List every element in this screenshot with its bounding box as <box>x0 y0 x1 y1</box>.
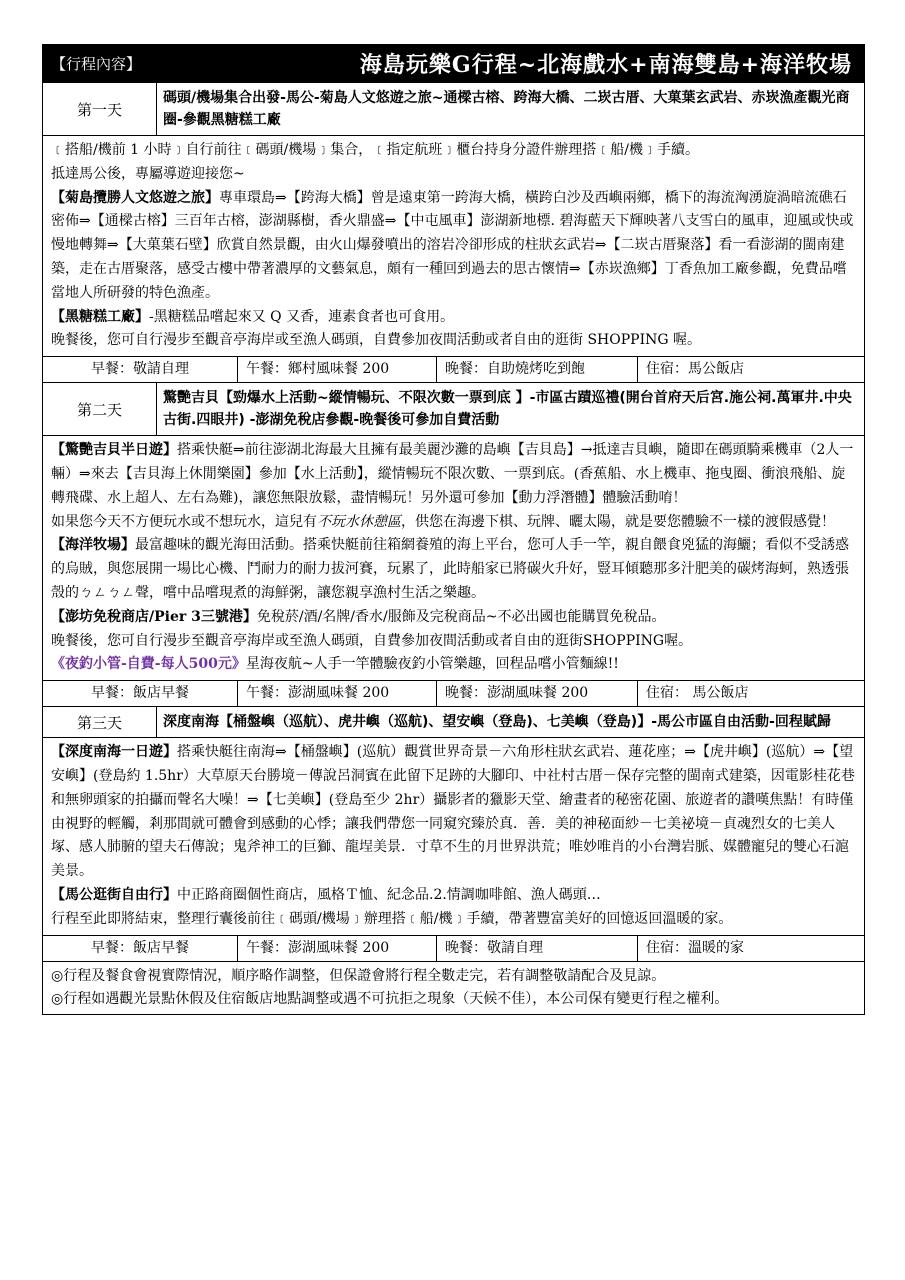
optional-activity: 《夜釣小管-自費-每人500元》 <box>51 656 246 673</box>
itinerary-document <box>42 44 864 1015</box>
section-heading: 【菊島攬勝人文悠遊之旅】 <box>51 189 219 206</box>
lunch-cell: 午餐：澎湖風味餐 200 <box>238 681 437 707</box>
description-text: 搭乘快艇⇒前往澎湖北海最大且擁有最美麗沙灘的島嶼【吉貝島】→抵達吉貝嶼，隨即在碼頭騎乘機車（2人一輛）⇒來去【吉貝海上休閒樂園】參加【水上活動】，縱情暢玩不限次數、一票到底。(香蕉船、水上機車、拖曳圈、衝浪飛船、旋轉飛碟、水上超人、左右為難)，讓您無限放鬆，盡情暢玩！另外還可參加【動力浮潛體】體驗活動唷！ <box>51 442 854 506</box>
description-text: -黑糖糕品嚐起來又 Q 又香，連素食者也可食用。 <box>149 308 455 325</box>
day-header-row <box>43 383 865 436</box>
description-text: 晚餐後，您可自行漫步至觀音亭海岸或至漁人碼頭，自費參加夜間活動或者自由的逛街SHOPPING喔。 <box>51 632 693 649</box>
description-text: 免稅菸/酒/名牌/香水/服飾及完稅商品~不必出國也能購買免稅品。 <box>256 608 666 625</box>
dinner-cell: 晚餐：自助燒烤吃到飽 <box>437 357 638 383</box>
header-label: 【行程內容】 <box>51 55 142 73</box>
description-text: ﹝搭船/機前 1 小時﹞自行前往﹝碼頭/機場﹞集合，﹝指定航班﹞櫃台持身分證件辦理搭﹝船/機﹞手續。 <box>51 142 699 158</box>
meals-row <box>43 935 865 961</box>
hotel-cell: 住宿： 馬公飯店 <box>638 681 865 707</box>
itinerary-table <box>42 44 865 1015</box>
day-description <box>43 436 865 681</box>
meals-row <box>43 357 865 383</box>
dinner-cell: 晚餐：敬請自理 <box>437 935 638 961</box>
description-text: 行程至此即將結束，整理行囊後前往﹝碼頭/機場﹞辦理搭﹝船/機﹞手續，帶著豐富美好的回憶返回溫暖的家。 <box>51 910 733 927</box>
day-description <box>43 136 865 357</box>
day-header-row <box>43 707 865 738</box>
lunch-cell: 午餐：澎湖風味餐 200 <box>238 935 437 961</box>
day-title: 碼頭/機場集合出發-馬公-菊島人文悠遊之旅~通樑古榕、跨海大橋、二崁古厝、大菓葉玄武岩、赤崁漁產觀光商圈-參觀黑糖糕工廠 <box>157 83 865 136</box>
day-title: 深度南海【桶盤嶼（巡航）、虎井嶼（巡航)、望安嶼（登島)、七美嶼（登島)】-馬公市區自由活動-回程賦歸 <box>157 707 865 738</box>
description-text: 最富趣味的觀光海田活動。搭乘快艇前往箱網養殖的海上平台，您可人手一竿，親自餵食兇猛的海鱺；看似不受誘惑的烏賊，與您展開一場比心機、鬥耐力的耐力拔河賽，玩累了，此時船家已將碳火升好，豎耳傾聽那多汁肥美的碳烤海蚵，熟透張殼的ㄅㄥㄅㄥ聲，嚐中品嚐現煮的海鮮粥，讓您親享漁村生活之樂趣。 <box>51 537 849 601</box>
description-text: 專車環島⇒【跨海大橋】曾是遠東第一跨海大橋，橫跨白沙及西嶼兩鄉，橋下的海流洶湧旋渦暗流礁石密佈⇒【通樑古榕】三百年古榕，澎湖縣樹，香火鼎盛⇒【中屯風車】澎湖新地標. 碧海藍天下輝映著八支雪白的風車，迎風或快或慢地轉舞⇒【大菓葉石壁】欣賞自然景觀，由火山爆發噴出的溶岩冷卻形成的柱狀玄武岩⇒【二崁古厝聚落】看一看澎湖的閩南建築，走在古厝聚落，感受古樓中帶著濃厚的文藝氣息，頗有一種回到過去的思古懷情⇒【赤崁漁鄉】丁香魚加工廠參觀，免費品嚐當地人所研發的特色漁產。 <box>51 189 854 301</box>
description-paragraph <box>51 606 856 630</box>
description-paragraph <box>51 653 856 677</box>
section-heading: 【黑糖糕工廠】 <box>51 308 149 325</box>
note-item: ◎行程如遇觀光景點休假及住宿飯店地點調整或遇不可抗拒之現象（天候不佳），本公司保有變更行程之權利。 <box>51 990 729 1007</box>
description-text: 如果您今天不方便玩水或不想玩水，這兒有 <box>51 513 317 530</box>
itinerary-title: 海島玩樂G行程~北海戲水+南海雙島+海洋牧場 <box>359 52 853 78</box>
day-body-row <box>43 136 865 357</box>
day-body-row <box>43 436 865 681</box>
description-paragraph <box>51 306 856 330</box>
section-heading: 【海洋牧場】 <box>51 537 135 554</box>
section-heading: 【馬公逛街自由行】 <box>51 886 177 903</box>
notes-section <box>43 961 865 1014</box>
days-container <box>43 83 865 962</box>
description-text: 不玩水休憩區 <box>317 513 401 530</box>
description-paragraph <box>51 908 856 932</box>
day-header-row <box>43 83 865 136</box>
day-label: 第一天 <box>43 83 157 136</box>
description-paragraph <box>51 163 856 187</box>
day-description <box>43 738 865 935</box>
day-body-row <box>43 738 865 935</box>
description-text: 抵達馬公後，專屬導遊迎接您~ <box>51 165 245 182</box>
breakfast-cell: 早餐：飯店早餐 <box>43 681 238 707</box>
description-text: 晚餐後，您可自行漫步至觀音亭海岸或至漁人碼頭，自費參加夜間活動或者自由的逛街 SHOPPING 喔。 <box>51 332 701 349</box>
description-text: ，供您在海邊下棋、玩牌、曬太陽，就是要您體驗不一樣的渡假感覺！ <box>401 513 835 530</box>
description-text: 搭乘快艇往南海⇒【桶盤嶼】(巡航）觀賞世界奇景－六角形柱狀玄武岩、蓮花座；⇒【虎井嶼】(巡航）⇒【望安嶼】(登島約 1.5hr）大草原天台勝境－傳說呂洞賓在此留下足跡的大腳印、中社村古厝－保存完整的閩南式建築，因電影桂花巷和無卵頭家的拍攝而聲名大噪！⇒【七美嶼】(登島至少 2hr）攝影者的獵影天堂、繪畫者的秘密花園、旅遊者的讚嘆焦點！有時僅由視野的輕觸，剎那間就可體會到感動的心悸；讓我們帶您一同窺究臻於真．善．美的神秘面紗－七美祕境－貞魂烈女的七美人塚、感人肺腑的望夫石傳說；鬼斧神工的巨獅、龍埕美景．寸草不生的月世界洪荒；唯妙唯肖的小台灣岩脈、媒體寵兒的雙心石滬美景。 <box>51 744 855 880</box>
dinner-cell: 晚餐：澎湖風味餐 200 <box>437 681 638 707</box>
hotel-cell: 住宿：溫暖的家 <box>638 935 865 961</box>
day-label: 第三天 <box>43 707 157 738</box>
lunch-cell: 午餐：鄉村風味餐 200 <box>238 357 437 383</box>
description-text: 星海夜航~人手一竿體驗夜釣小管樂趣，回程品嚐小管麵線!! <box>245 656 619 673</box>
description-paragraph <box>51 187 856 306</box>
section-heading: 【深度南海一日遊】 <box>51 744 177 761</box>
day-title: 驚艷吉貝【勁爆水上活動~縱情暢玩、不限次數一票到底 】-市區古蹟巡禮(開台首府天后宮.施公祠.萬軍井.中央古街.四眼井) -澎湖免稅店參觀-晚餐後可參加自費活動 <box>157 383 865 436</box>
description-paragraph <box>51 741 856 884</box>
description-paragraph <box>51 439 856 510</box>
meals-row <box>43 681 865 707</box>
breakfast-cell: 早餐：飯店早餐 <box>43 935 238 961</box>
description-paragraph <box>51 511 856 535</box>
description-paragraph <box>51 139 856 163</box>
description-paragraph <box>51 884 856 908</box>
section-heading: 【驚艷吉貝半日遊】 <box>51 442 177 459</box>
header-bar <box>43 45 865 83</box>
description-paragraph <box>51 329 856 353</box>
hotel-cell: 住宿：馬公飯店 <box>638 357 865 383</box>
description-paragraph <box>51 630 856 654</box>
section-heading: 【澎坊免稅商店/Pier 3三號港】 <box>51 608 257 625</box>
day-label: 第二天 <box>43 383 157 436</box>
description-paragraph <box>51 534 856 605</box>
breakfast-cell: 早餐：敬請自理 <box>43 357 238 383</box>
description-text: 中正路商圈個性商店，風格Ｔ恤、紀念品.2.情調咖啡館、漁人碼頭… <box>177 886 601 903</box>
note-item: ◎行程及餐食會視實際情況，順序略作調整，但保證會將行程全數走完，若有調整敬請配合及見諒。 <box>51 967 666 984</box>
